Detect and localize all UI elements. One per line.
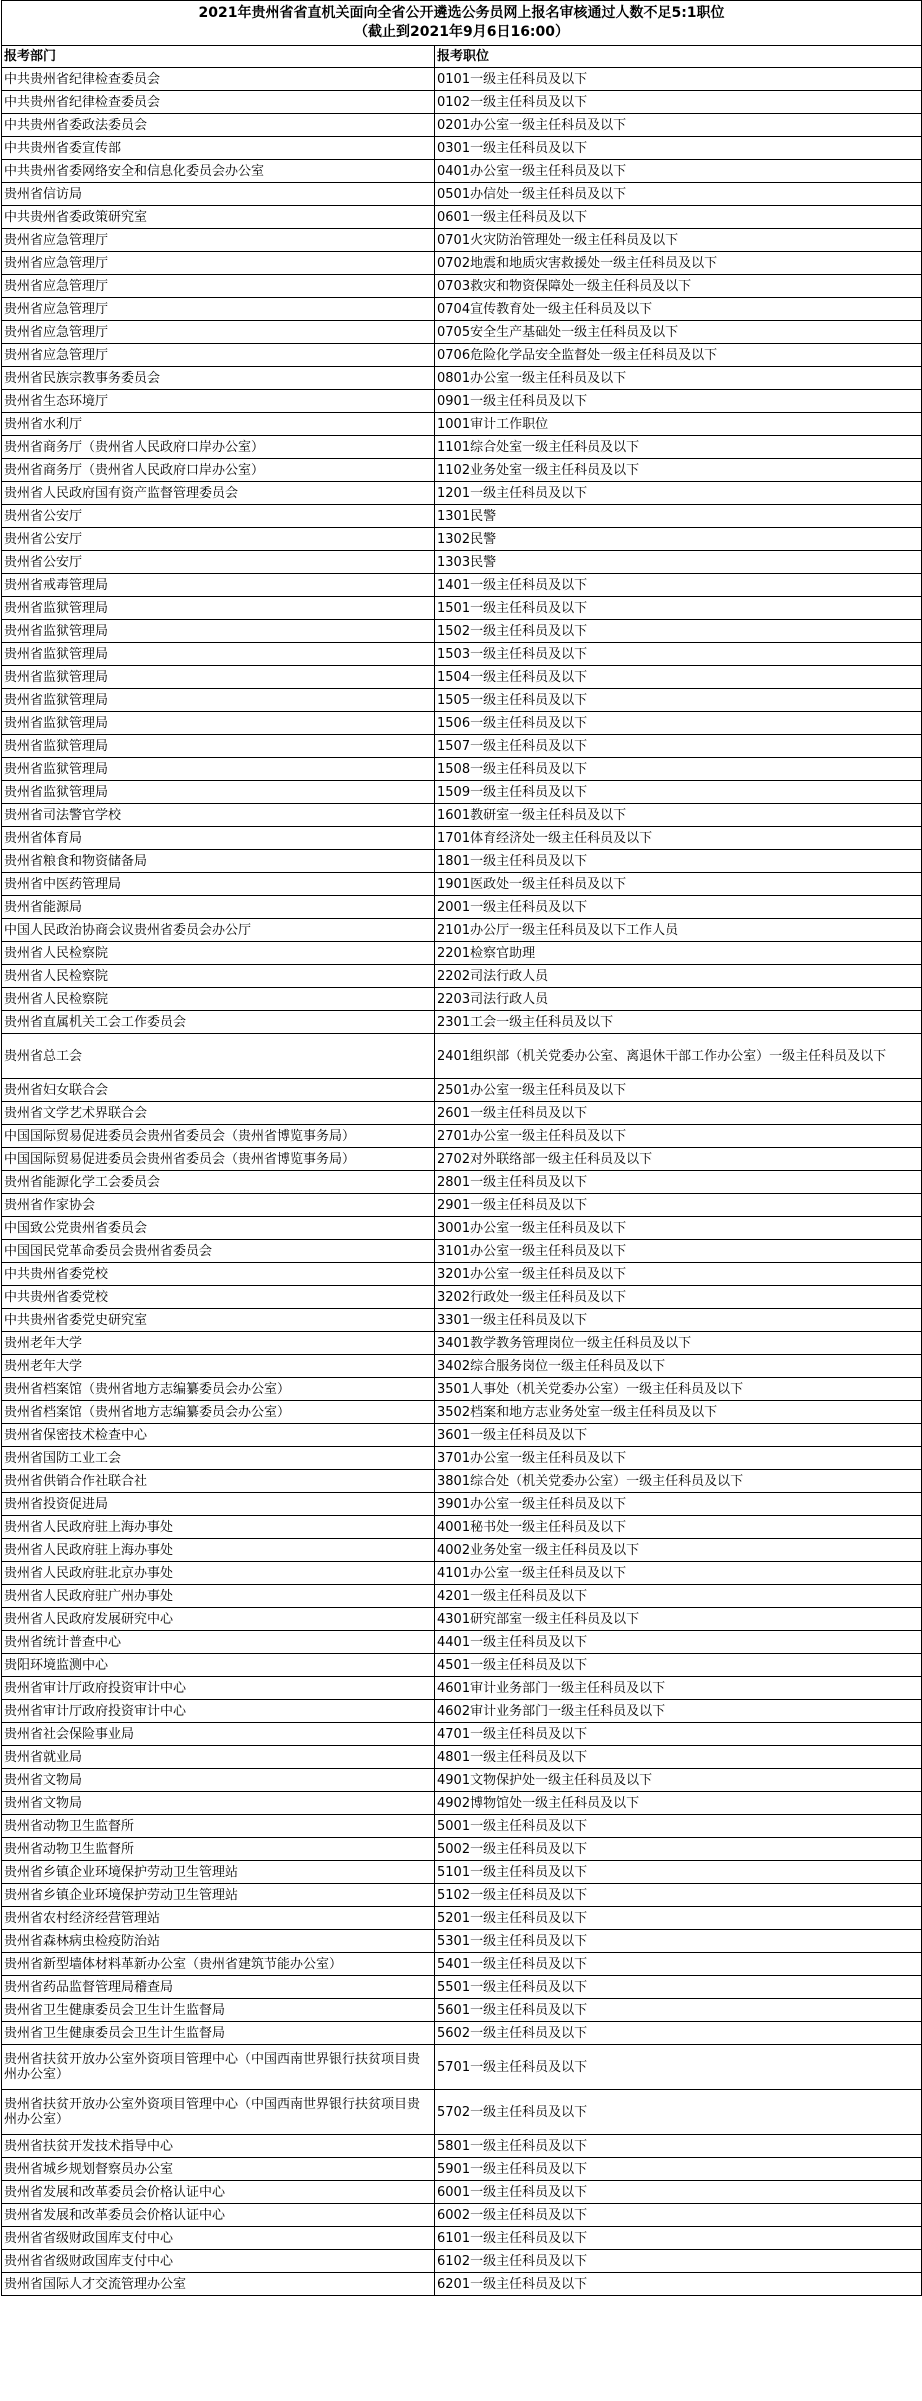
department-cell: 贵州省人民检察院 bbox=[2, 988, 435, 1011]
position-cell: 1501一级主任科员及以下 bbox=[435, 597, 922, 620]
position-cell: 1601教研室一级主任科员及以下 bbox=[435, 804, 922, 827]
table-row bbox=[2, 643, 922, 666]
position-cell: 2501办公室一级主任科员及以下 bbox=[435, 1079, 922, 1102]
position-cell: 4701一级主任科员及以下 bbox=[435, 1723, 922, 1746]
position-cell: 5002一级主任科员及以下 bbox=[435, 1838, 922, 1861]
positions-table bbox=[1, 0, 922, 2296]
department-cell: 贵州省发展和改革委员会价格认证中心 bbox=[2, 2181, 435, 2204]
header-department: 报考部门 bbox=[2, 46, 435, 68]
table-row bbox=[2, 1125, 922, 1148]
title-row bbox=[2, 1, 922, 46]
position-cell: 0703救灾和物资保障处一级主任科员及以下 bbox=[435, 275, 922, 298]
position-cell: 3401教学教务管理岗位一级主任科员及以下 bbox=[435, 1332, 922, 1355]
table-row bbox=[2, 367, 922, 390]
department-cell: 贵州省档案馆（贵州省地方志编纂委员会办公室） bbox=[2, 1378, 435, 1401]
department-cell: 贵州省应急管理厅 bbox=[2, 252, 435, 275]
position-cell: 4301研究部室一级主任科员及以下 bbox=[435, 1608, 922, 1631]
department-cell: 贵州省监狱管理局 bbox=[2, 781, 435, 804]
table-row bbox=[2, 1861, 922, 1884]
position-cell: 6201一级主任科员及以下 bbox=[435, 2273, 922, 2296]
position-cell: 4001秘书处一级主任科员及以下 bbox=[435, 1516, 922, 1539]
position-cell: 4002业务处室一级主任科员及以下 bbox=[435, 1539, 922, 1562]
table-row bbox=[2, 1953, 922, 1976]
table-row bbox=[2, 206, 922, 229]
department-cell: 贵州省人民政府驻北京办事处 bbox=[2, 1562, 435, 1585]
position-cell: 1509一级主任科员及以下 bbox=[435, 781, 922, 804]
position-cell: 2801一级主任科员及以下 bbox=[435, 1171, 922, 1194]
department-cell: 贵州省保密技术检查中心 bbox=[2, 1424, 435, 1447]
position-cell: 2601一级主任科员及以下 bbox=[435, 1102, 922, 1125]
table-row bbox=[2, 2181, 922, 2204]
table-row bbox=[2, 252, 922, 275]
department-cell: 贵州省人民政府驻广州办事处 bbox=[2, 1585, 435, 1608]
department-cell: 贵州省人民检察院 bbox=[2, 965, 435, 988]
title-line-2: （截止到2021年9月6日16:00） bbox=[354, 24, 570, 40]
position-cell: 1301民警 bbox=[435, 505, 922, 528]
department-cell: 贵州省人民政府发展研究中心 bbox=[2, 1608, 435, 1631]
department-cell: 贵州省戒毒管理局 bbox=[2, 574, 435, 597]
table-row bbox=[2, 2022, 922, 2045]
table-row bbox=[2, 551, 922, 574]
table-row bbox=[2, 1424, 922, 1447]
position-cell: 0601一级主任科员及以下 bbox=[435, 206, 922, 229]
table-row bbox=[2, 597, 922, 620]
position-cell: 5401一级主任科员及以下 bbox=[435, 1953, 922, 1976]
table-row bbox=[2, 68, 922, 91]
position-cell: 2901一级主任科员及以下 bbox=[435, 1194, 922, 1217]
department-cell: 贵州省统计普查中心 bbox=[2, 1631, 435, 1654]
table-row bbox=[2, 1194, 922, 1217]
department-cell: 中共贵州省委宣传部 bbox=[2, 137, 435, 160]
position-cell: 6102一级主任科员及以下 bbox=[435, 2250, 922, 2273]
department-cell: 贵州省省级财政国库支付中心 bbox=[2, 2250, 435, 2273]
department-cell: 中国国际贸易促进委员会贵州省委员会（贵州省博览事务局） bbox=[2, 1125, 435, 1148]
department-cell: 贵州省农村经济经营管理站 bbox=[2, 1907, 435, 1930]
position-cell: 3201办公室一级主任科员及以下 bbox=[435, 1263, 922, 1286]
table-row bbox=[2, 735, 922, 758]
position-cell: 1506一级主任科员及以下 bbox=[435, 712, 922, 735]
table-row bbox=[2, 505, 922, 528]
department-cell: 贵州省审计厅政府投资审计中心 bbox=[2, 1677, 435, 1700]
position-cell: 2701办公室一级主任科员及以下 bbox=[435, 1125, 922, 1148]
department-cell: 贵州省监狱管理局 bbox=[2, 689, 435, 712]
table-row bbox=[2, 1792, 922, 1815]
department-cell: 贵州省应急管理厅 bbox=[2, 344, 435, 367]
department-cell: 贵州省公安厅 bbox=[2, 528, 435, 551]
position-cell: 5301一级主任科员及以下 bbox=[435, 1930, 922, 1953]
department-cell: 贵州省作家协会 bbox=[2, 1194, 435, 1217]
position-cell: 2301工会一级主任科员及以下 bbox=[435, 1011, 922, 1034]
table-row bbox=[2, 91, 922, 114]
table-row bbox=[2, 1447, 922, 1470]
position-cell: 1901医政处一级主任科员及以下 bbox=[435, 873, 922, 896]
table-row bbox=[2, 1930, 922, 1953]
position-cell: 1001审计工作职位 bbox=[435, 413, 922, 436]
position-cell: 5102一级主任科员及以下 bbox=[435, 1884, 922, 1907]
position-cell: 3301一级主任科员及以下 bbox=[435, 1309, 922, 1332]
department-cell: 中国国民党革命委员会贵州省委员会 bbox=[2, 1240, 435, 1263]
header-position: 报考职位 bbox=[435, 46, 922, 68]
department-cell: 贵州省药品监督管理局稽查局 bbox=[2, 1976, 435, 1999]
department-cell: 贵州省就业局 bbox=[2, 1746, 435, 1769]
table-row bbox=[2, 1401, 922, 1424]
department-cell: 贵州省商务厅（贵州省人民政府口岸办公室） bbox=[2, 459, 435, 482]
table-row bbox=[2, 298, 922, 321]
position-cell: 2001一级主任科员及以下 bbox=[435, 896, 922, 919]
position-cell: 4902博物馆处一级主任科员及以下 bbox=[435, 1792, 922, 1815]
department-cell: 贵州省直属机关工会工作委员会 bbox=[2, 1011, 435, 1034]
table-row bbox=[2, 1493, 922, 1516]
table-row bbox=[2, 1217, 922, 1240]
position-cell: 5801一级主任科员及以下 bbox=[435, 2135, 922, 2158]
department-cell: 贵州省能源局 bbox=[2, 896, 435, 919]
position-cell: 3901办公室一级主任科员及以下 bbox=[435, 1493, 922, 1516]
position-cell: 4101办公室一级主任科员及以下 bbox=[435, 1562, 922, 1585]
position-cell: 4501一级主任科员及以下 bbox=[435, 1654, 922, 1677]
position-cell: 5701一级主任科员及以下 bbox=[435, 2045, 922, 2090]
table-row bbox=[2, 1838, 922, 1861]
department-cell: 中共贵州省委政法委员会 bbox=[2, 114, 435, 137]
table-row bbox=[2, 1907, 922, 1930]
department-cell: 贵州省应急管理厅 bbox=[2, 275, 435, 298]
position-cell: 5702一级主任科员及以下 bbox=[435, 2090, 922, 2135]
table-row bbox=[2, 2158, 922, 2181]
table-row bbox=[2, 689, 922, 712]
department-cell: 贵州省民族宗教事务委员会 bbox=[2, 367, 435, 390]
department-cell: 贵州省新型墙体材料革新办公室（贵州省建筑节能办公室） bbox=[2, 1953, 435, 1976]
department-cell: 贵州省城乡规划督察员办公室 bbox=[2, 2158, 435, 2181]
department-cell: 贵州省公安厅 bbox=[2, 551, 435, 574]
department-cell: 贵州省监狱管理局 bbox=[2, 735, 435, 758]
table-row bbox=[2, 1516, 922, 1539]
table-row bbox=[2, 137, 922, 160]
department-cell: 贵州省乡镇企业环境保护劳动卫生管理站 bbox=[2, 1861, 435, 1884]
table-row bbox=[2, 1332, 922, 1355]
department-cell: 贵州老年大学 bbox=[2, 1332, 435, 1355]
position-cell: 4401一级主任科员及以下 bbox=[435, 1631, 922, 1654]
table-row bbox=[2, 1976, 922, 1999]
table-body bbox=[2, 1, 922, 2296]
position-cell: 0401办公室一级主任科员及以下 bbox=[435, 160, 922, 183]
department-cell: 贵州省人民政府驻上海办事处 bbox=[2, 1539, 435, 1562]
department-cell: 贵阳环境监测中心 bbox=[2, 1654, 435, 1677]
department-cell: 中共贵州省委党校 bbox=[2, 1263, 435, 1286]
position-cell: 5001一级主任科员及以下 bbox=[435, 1815, 922, 1838]
department-cell: 贵州省省级财政国库支付中心 bbox=[2, 2227, 435, 2250]
position-cell: 4601审计业务部门一级主任科员及以下 bbox=[435, 1677, 922, 1700]
position-cell: 3701办公室一级主任科员及以下 bbox=[435, 1447, 922, 1470]
table-row bbox=[2, 1746, 922, 1769]
department-cell: 贵州省档案馆（贵州省地方志编纂委员会办公室） bbox=[2, 1401, 435, 1424]
department-cell: 贵州省应急管理厅 bbox=[2, 229, 435, 252]
department-cell: 贵州省扶贫开放办公室外资项目管理中心（中国西南世界银行扶贫项目贵州办公室） bbox=[2, 2045, 435, 2090]
table-row bbox=[2, 1240, 922, 1263]
position-cell: 0701火灾防治管理处一级主任科员及以下 bbox=[435, 229, 922, 252]
department-cell: 贵州省监狱管理局 bbox=[2, 620, 435, 643]
department-cell: 贵州省人民政府驻上海办事处 bbox=[2, 1516, 435, 1539]
department-cell: 贵州省粮食和物资储备局 bbox=[2, 850, 435, 873]
table-row bbox=[2, 574, 922, 597]
position-cell: 3202行政处一级主任科员及以下 bbox=[435, 1286, 922, 1309]
position-cell: 0201办公室一级主任科员及以下 bbox=[435, 114, 922, 137]
position-cell: 1303民警 bbox=[435, 551, 922, 574]
table-row bbox=[2, 1999, 922, 2022]
table-row bbox=[2, 436, 922, 459]
position-cell: 5101一级主任科员及以下 bbox=[435, 1861, 922, 1884]
table-row bbox=[2, 275, 922, 298]
position-cell: 0705安全生产基础处一级主任科员及以下 bbox=[435, 321, 922, 344]
department-cell: 贵州老年大学 bbox=[2, 1355, 435, 1378]
position-cell: 1503一级主任科员及以下 bbox=[435, 643, 922, 666]
table-row bbox=[2, 1034, 922, 1079]
table-row bbox=[2, 2273, 922, 2296]
table-row bbox=[2, 344, 922, 367]
department-cell: 中共贵州省委网络安全和信息化委员会办公室 bbox=[2, 160, 435, 183]
table-row bbox=[2, 620, 922, 643]
table-row bbox=[2, 1677, 922, 1700]
department-cell: 贵州省投资促进局 bbox=[2, 1493, 435, 1516]
department-cell: 中国人民政治协商会议贵州省委员会办公厅 bbox=[2, 919, 435, 942]
position-cell: 0801办公室一级主任科员及以下 bbox=[435, 367, 922, 390]
position-cell: 5201一级主任科员及以下 bbox=[435, 1907, 922, 1930]
table-title bbox=[2, 1, 922, 46]
department-cell: 中国国际贸易促进委员会贵州省委员会（贵州省博览事务局） bbox=[2, 1148, 435, 1171]
position-cell: 3501人事处（机关党委办公室）一级主任科员及以下 bbox=[435, 1378, 922, 1401]
department-cell: 贵州省水利厅 bbox=[2, 413, 435, 436]
table-row bbox=[2, 2227, 922, 2250]
table-row bbox=[2, 482, 922, 505]
department-cell: 贵州省司法警官学校 bbox=[2, 804, 435, 827]
department-cell: 贵州省森林病虫检疫防治站 bbox=[2, 1930, 435, 1953]
table-row bbox=[2, 1654, 922, 1677]
table-row bbox=[2, 965, 922, 988]
department-cell: 中共贵州省委党史研究室 bbox=[2, 1309, 435, 1332]
table-row bbox=[2, 1562, 922, 1585]
position-cell: 2401组织部（机关党委办公室、离退休干部工作办公室）一级主任科员及以下 bbox=[435, 1034, 922, 1079]
table-row bbox=[2, 1608, 922, 1631]
table-row bbox=[2, 1148, 922, 1171]
table-row bbox=[2, 1079, 922, 1102]
position-cell: 6002一级主任科员及以下 bbox=[435, 2204, 922, 2227]
position-cell: 1101综合处室一级主任科员及以下 bbox=[435, 436, 922, 459]
department-cell: 贵州省乡镇企业环境保护劳动卫生管理站 bbox=[2, 1884, 435, 1907]
department-cell: 贵州省国防工业工会 bbox=[2, 1447, 435, 1470]
department-cell: 贵州省能源化学工会委员会 bbox=[2, 1171, 435, 1194]
table-row bbox=[2, 390, 922, 413]
position-cell: 1507一级主任科员及以下 bbox=[435, 735, 922, 758]
department-cell: 贵州省监狱管理局 bbox=[2, 712, 435, 735]
table-row bbox=[2, 183, 922, 206]
position-cell: 4602审计业务部门一级主任科员及以下 bbox=[435, 1700, 922, 1723]
department-cell: 中共贵州省委政策研究室 bbox=[2, 206, 435, 229]
department-cell: 贵州省监狱管理局 bbox=[2, 597, 435, 620]
table-row bbox=[2, 2250, 922, 2273]
table-row bbox=[2, 1286, 922, 1309]
table-row bbox=[2, 712, 922, 735]
position-cell: 4901文物保护处一级主任科员及以下 bbox=[435, 1769, 922, 1792]
position-cell: 2101办公厅一级主任科员及以下工作人员 bbox=[435, 919, 922, 942]
position-cell: 1201一级主任科员及以下 bbox=[435, 482, 922, 505]
position-cell: 0702地震和地质灾害救援处一级主任科员及以下 bbox=[435, 252, 922, 275]
table-row bbox=[2, 896, 922, 919]
table-row bbox=[2, 873, 922, 896]
department-cell: 贵州省社会保险事业局 bbox=[2, 1723, 435, 1746]
table-row bbox=[2, 1011, 922, 1034]
department-cell: 中共贵州省纪律检查委员会 bbox=[2, 91, 435, 114]
department-cell: 贵州省体育局 bbox=[2, 827, 435, 850]
table-row bbox=[2, 758, 922, 781]
table-row bbox=[2, 1470, 922, 1493]
position-cell: 3801综合处（机关党委办公室）一级主任科员及以下 bbox=[435, 1470, 922, 1493]
position-cell: 1502一级主任科员及以下 bbox=[435, 620, 922, 643]
position-cell: 1504一级主任科员及以下 bbox=[435, 666, 922, 689]
header-row bbox=[2, 46, 922, 68]
table-row bbox=[2, 1102, 922, 1125]
table-row bbox=[2, 459, 922, 482]
table-row bbox=[2, 942, 922, 965]
table-row bbox=[2, 666, 922, 689]
position-cell: 3402综合服务岗位一级主任科员及以下 bbox=[435, 1355, 922, 1378]
department-cell: 贵州省应急管理厅 bbox=[2, 298, 435, 321]
table-row bbox=[2, 1309, 922, 1332]
position-cell: 1505一级主任科员及以下 bbox=[435, 689, 922, 712]
table-row bbox=[2, 1815, 922, 1838]
position-cell: 2203司法行政人员 bbox=[435, 988, 922, 1011]
position-cell: 5602一级主任科员及以下 bbox=[435, 2022, 922, 2045]
table-row bbox=[2, 1355, 922, 1378]
table-row bbox=[2, 2204, 922, 2227]
position-cell: 3502档案和地方志业务处室一级主任科员及以下 bbox=[435, 1401, 922, 1424]
table-row bbox=[2, 2045, 922, 2090]
table-row bbox=[2, 2090, 922, 2135]
table-row bbox=[2, 1700, 922, 1723]
department-cell: 贵州省信访局 bbox=[2, 183, 435, 206]
position-cell: 6101一级主任科员及以下 bbox=[435, 2227, 922, 2250]
department-cell: 贵州省监狱管理局 bbox=[2, 643, 435, 666]
table-row bbox=[2, 2135, 922, 2158]
position-cell: 0301一级主任科员及以下 bbox=[435, 137, 922, 160]
department-cell: 中共贵州省纪律检查委员会 bbox=[2, 68, 435, 91]
position-cell: 3101办公室一级主任科员及以下 bbox=[435, 1240, 922, 1263]
table-row bbox=[2, 850, 922, 873]
department-cell: 贵州省商务厅（贵州省人民政府口岸办公室） bbox=[2, 436, 435, 459]
table-row bbox=[2, 1378, 922, 1401]
department-cell: 贵州省供销合作社联合社 bbox=[2, 1470, 435, 1493]
department-cell: 贵州省动物卫生监督所 bbox=[2, 1815, 435, 1838]
department-cell: 贵州省文物局 bbox=[2, 1769, 435, 1792]
position-cell: 1102业务处室一级主任科员及以下 bbox=[435, 459, 922, 482]
table-row bbox=[2, 160, 922, 183]
table-row bbox=[2, 1631, 922, 1654]
position-cell: 0501办信处一级主任科员及以下 bbox=[435, 183, 922, 206]
department-cell: 贵州省卫生健康委员会卫生计生监督局 bbox=[2, 2022, 435, 2045]
position-cell: 1401一级主任科员及以下 bbox=[435, 574, 922, 597]
table-row bbox=[2, 229, 922, 252]
department-cell: 贵州省中医药管理局 bbox=[2, 873, 435, 896]
position-cell: 4801一级主任科员及以下 bbox=[435, 1746, 922, 1769]
department-cell: 贵州省人民检察院 bbox=[2, 942, 435, 965]
position-cell: 0102一级主任科员及以下 bbox=[435, 91, 922, 114]
table-row bbox=[2, 321, 922, 344]
department-cell: 贵州省人民政府国有资产监督管理委员会 bbox=[2, 482, 435, 505]
department-cell: 贵州省应急管理厅 bbox=[2, 321, 435, 344]
department-cell: 贵州省总工会 bbox=[2, 1034, 435, 1079]
table-row bbox=[2, 781, 922, 804]
table-row bbox=[2, 528, 922, 551]
position-cell: 2702对外联络部一级主任科员及以下 bbox=[435, 1148, 922, 1171]
table-row bbox=[2, 1585, 922, 1608]
department-cell: 贵州省动物卫生监督所 bbox=[2, 1838, 435, 1861]
table-row bbox=[2, 1263, 922, 1286]
department-cell: 贵州省扶贫开放办公室外资项目管理中心（中国西南世界银行扶贫项目贵州办公室） bbox=[2, 2090, 435, 2135]
department-cell: 贵州省监狱管理局 bbox=[2, 666, 435, 689]
table-row bbox=[2, 1884, 922, 1907]
department-cell: 贵州省生态环境厅 bbox=[2, 390, 435, 413]
department-cell: 贵州省监狱管理局 bbox=[2, 758, 435, 781]
table-row bbox=[2, 1171, 922, 1194]
department-cell: 贵州省发展和改革委员会价格认证中心 bbox=[2, 2204, 435, 2227]
table-row bbox=[2, 804, 922, 827]
department-cell: 贵州省妇女联合会 bbox=[2, 1079, 435, 1102]
department-cell: 中共贵州省委党校 bbox=[2, 1286, 435, 1309]
department-cell: 贵州省国际人才交流管理办公室 bbox=[2, 2273, 435, 2296]
position-cell: 3001办公室一级主任科员及以下 bbox=[435, 1217, 922, 1240]
table-row bbox=[2, 919, 922, 942]
department-cell: 贵州省文物局 bbox=[2, 1792, 435, 1815]
position-cell: 5901一级主任科员及以下 bbox=[435, 2158, 922, 2181]
department-cell: 贵州省文学艺术界联合会 bbox=[2, 1102, 435, 1125]
position-cell: 0704宣传教育处一级主任科员及以下 bbox=[435, 298, 922, 321]
position-cell: 0706危险化学品安全监督处一级主任科员及以下 bbox=[435, 344, 922, 367]
table-row bbox=[2, 988, 922, 1011]
department-cell: 贵州省扶贫开发技术指导中心 bbox=[2, 2135, 435, 2158]
table-row bbox=[2, 114, 922, 137]
position-cell: 5501一级主任科员及以下 bbox=[435, 1976, 922, 1999]
position-cell: 1302民警 bbox=[435, 528, 922, 551]
position-cell: 6001一级主任科员及以下 bbox=[435, 2181, 922, 2204]
position-cell: 2202司法行政人员 bbox=[435, 965, 922, 988]
department-cell: 贵州省卫生健康委员会卫生计生监督局 bbox=[2, 1999, 435, 2022]
table-row bbox=[2, 1769, 922, 1792]
position-cell: 3601一级主任科员及以下 bbox=[435, 1424, 922, 1447]
position-cell: 1801一级主任科员及以下 bbox=[435, 850, 922, 873]
position-cell: 2201检察官助理 bbox=[435, 942, 922, 965]
position-cell: 5601一级主任科员及以下 bbox=[435, 1999, 922, 2022]
title-line-1: 2021年贵州省省直机关面向全省公开遴选公务员网上报名审核通过人数不足5:1职位 bbox=[198, 5, 725, 21]
table-row bbox=[2, 827, 922, 850]
position-cell: 1701体育经济处一级主任科员及以下 bbox=[435, 827, 922, 850]
department-cell: 中国致公党贵州省委员会 bbox=[2, 1217, 435, 1240]
position-cell: 4201一级主任科员及以下 bbox=[435, 1585, 922, 1608]
table-row bbox=[2, 1539, 922, 1562]
table-row bbox=[2, 413, 922, 436]
department-cell: 贵州省审计厅政府投资审计中心 bbox=[2, 1700, 435, 1723]
department-cell: 贵州省公安厅 bbox=[2, 505, 435, 528]
position-cell: 0901一级主任科员及以下 bbox=[435, 390, 922, 413]
table-row bbox=[2, 1723, 922, 1746]
position-cell: 1508一级主任科员及以下 bbox=[435, 758, 922, 781]
position-cell: 0101一级主任科员及以下 bbox=[435, 68, 922, 91]
